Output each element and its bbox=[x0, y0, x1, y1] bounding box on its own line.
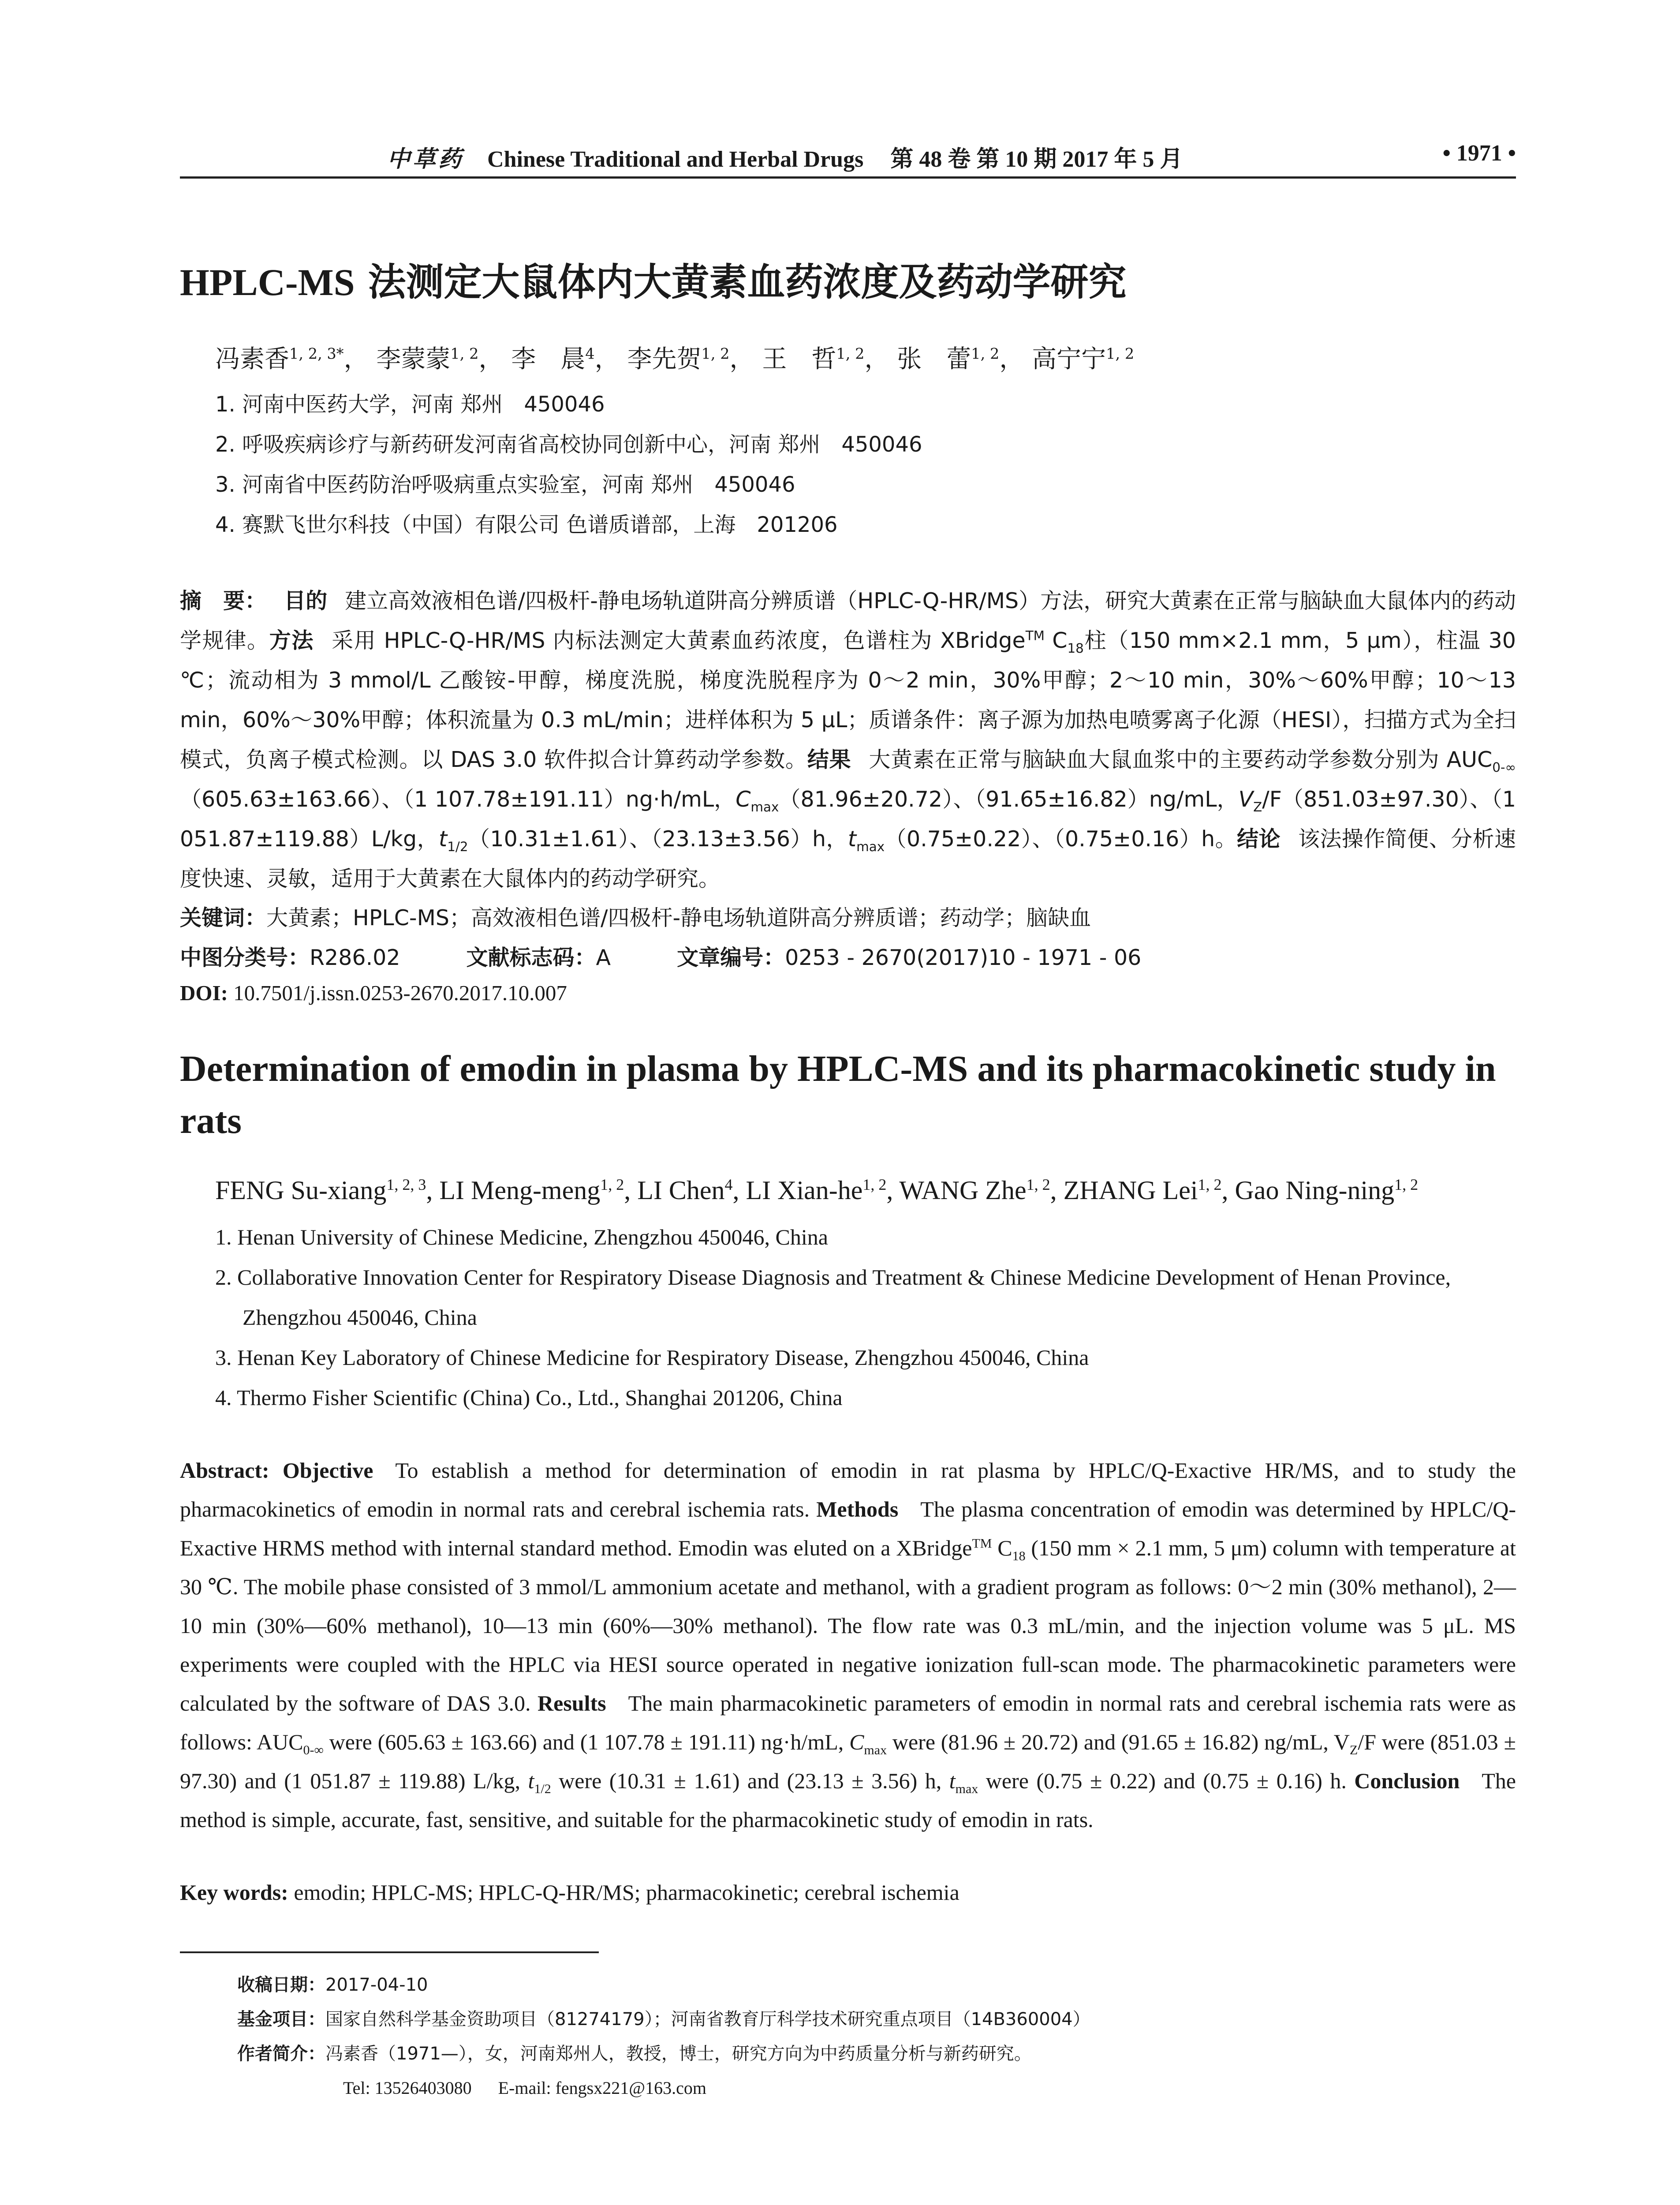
methods-label-cn: 方法 bbox=[269, 628, 314, 653]
author-en: LI Meng-meng bbox=[439, 1176, 601, 1205]
author-en: Gao Ning-ning bbox=[1235, 1176, 1395, 1205]
author-en: FENG Su-xiang bbox=[215, 1176, 387, 1205]
article-no-value: 0253 - 2670(2017)10 - 1971 - 06 bbox=[785, 945, 1142, 970]
tmax-sub: max bbox=[955, 1782, 978, 1796]
author-en: LI Xian-he bbox=[746, 1176, 863, 1205]
results-cn-a: 大黄素在正常与脑缺血大鼠血浆中的主要药动学参数分别为 AUC bbox=[869, 747, 1493, 772]
t-half-sub: 1/2 bbox=[447, 839, 468, 854]
results-cn-c: （81.96±20.72）、（91.65±16.82）ng/mL， bbox=[779, 787, 1239, 812]
contact-info bbox=[237, 2071, 1090, 2105]
methods-label-en: Methods bbox=[816, 1497, 899, 1521]
keywords-text-cn: 大黄素；HPLC-MS；高效液相色谱/四极杆-静电场轨道阱高分辨质谱；药动学；脑缺血 bbox=[266, 905, 1091, 931]
article-no-label: 文章编号： bbox=[677, 945, 785, 970]
header-rule bbox=[180, 176, 1516, 179]
affiliation-en: 3. Henan Key Laboratory of Chinese Medicine for Respiratory Disease, Zhengzhou 450046, China bbox=[215, 1345, 1089, 1370]
author-affil-sup: 1, 2 bbox=[862, 1176, 887, 1193]
journal-issue: 第 48 卷 第 10 期 2017 年 5 月 bbox=[890, 147, 1183, 172]
trademark-sup: TM bbox=[1025, 628, 1045, 643]
author-cn: 李蒙蒙 bbox=[376, 345, 451, 374]
methods-en-b: (150 mm × 2.1 mm, 5 μm) column with temperature at 30 ℃. The mobile phase consisted of 3 mmol/L ammonium acetate and methanol, with a gradient program as follows: 0～2 min (30% methanol), 2—10 min (30%—60% methanol), 10—13 min (60%—30% methanol). The flow rate was 0.3 mL/min, and the injection volume was 5 μL. MS experiments were coupled with the HPLC via HESI source operated in negative ionization full-scan mode. The pharmacokinetic parameters were calculated by the software of DAS 3.0. bbox=[180, 1536, 1516, 1715]
t-half-sub: 1/2 bbox=[534, 1782, 551, 1796]
results-en-a: The main pharmacokinetic parameters of emodin in normal rats and cerebral ischemia rats were as follows: AUC bbox=[180, 1691, 1516, 1754]
cmax-symbol: C bbox=[735, 787, 751, 812]
results-en-e: were (10.31 ± 1.61) and (23.13 ± 3.56) h, bbox=[551, 1768, 949, 1793]
doi-label: DOI: bbox=[180, 981, 228, 1005]
author-cn: 李先贺 bbox=[627, 345, 702, 374]
tel-label: Tel: bbox=[343, 2078, 370, 2098]
journal-info bbox=[387, 140, 1183, 173]
objective-en: To establish a method for determination of emodin in rat plasma by HPLC/Q-Exactive HR/MS, and to study the pharmacokinetics of emodin in normal rats and cerebral ischemia rats. bbox=[180, 1458, 1516, 1521]
conclusion-en: The method is simple, accurate, fast, sensitive, and suitable for the pharmacokinetic study of emodin in rats. bbox=[180, 1768, 1516, 1832]
author-en: LI Chen bbox=[637, 1176, 725, 1205]
methods-en-c: C bbox=[992, 1536, 1012, 1560]
affiliation-cn: 3. 河南省中医药防治呼吸病重点实验室，河南 郑州 450046 bbox=[215, 472, 795, 497]
affiliation-cn: 4. 赛默飞世尔科技（中国）有限公司 色谱质谱部，上海 201206 bbox=[215, 512, 838, 537]
fund-label: 基金项目： bbox=[237, 2009, 325, 2029]
author-bio bbox=[237, 2037, 1090, 2071]
results-en-b: were (605.63 ± 163.66) and (1 107.78 ± 191.11) ng·h/mL, bbox=[323, 1730, 850, 1754]
results-cn-e: （10.31±1.61）、（23.13±3.56）h， bbox=[468, 826, 848, 852]
clc-label: 中图分类号： bbox=[180, 945, 310, 970]
tmax-sub: max bbox=[856, 839, 885, 854]
author-affil-sup: 1, 2 bbox=[1198, 1176, 1222, 1193]
results-cn-f: （0.75±0.22）、（0.75±0.16）h。 bbox=[885, 826, 1237, 852]
conclusion-label-en: Conclusion bbox=[1354, 1768, 1460, 1793]
author-affil-sup: 1, 2 bbox=[1106, 345, 1135, 363]
results-label-cn: 结果 bbox=[807, 747, 851, 772]
t-half-symbol: t bbox=[439, 826, 448, 852]
footnotes bbox=[237, 1968, 1090, 2105]
cmax-symbol: C bbox=[849, 1730, 864, 1754]
author-affil-sup: 1, 2 bbox=[701, 345, 730, 363]
methods-en-a: The plasma concentration of emodin was determined by HPLC/Q-Exactive HRMS method with internal standard method. Emodin was eluted on a XBridge bbox=[180, 1497, 1516, 1560]
journal-name-en: Chinese Traditional and Herbal Drugs bbox=[487, 147, 864, 172]
author-cn: 王 哲 bbox=[762, 345, 836, 374]
c18-sub: 18 bbox=[1012, 1549, 1026, 1563]
cmax-sub: max bbox=[864, 1743, 887, 1757]
tel-value: 13526403080 bbox=[374, 2078, 472, 2098]
keywords-label-cn: 关键词： bbox=[180, 905, 267, 931]
email-value[interactable]: fengsx221@163.com bbox=[555, 2078, 706, 2098]
c18-sub: 18 bbox=[1067, 640, 1084, 656]
results-cn-b: （605.63±163.66）、（1 107.78±191.11）ng·h/mL， bbox=[180, 787, 736, 812]
tmax-symbol: t bbox=[847, 826, 857, 852]
authors-cn: 冯素香$^{1, 2, 3*}$， 李蒙蒙$^{1, 2}$， 李 晨$^4$， 李先贺$^{1, 2}$， 王 哲$^{1, 2}$， 张 蕾$^{1, 2}$， 高宁宁$^{1, 2}$ bbox=[215, 345, 1135, 374]
results-en-f: were (0.75 ± 0.22) and (0.75 ± 0.16) h. bbox=[978, 1768, 1347, 1793]
author-affil-sup: 1, 2 bbox=[600, 1176, 624, 1193]
author-affil-sup: 4 bbox=[585, 345, 595, 363]
keywords-en bbox=[180, 1880, 959, 1905]
title-cn-prefix: HPLC-MS bbox=[180, 261, 355, 303]
results-en-d: /F were (851.03 ± 97.30) and (1 051.87 ± 119.88) L/kg, bbox=[180, 1730, 1516, 1793]
tmax-symbol: t bbox=[949, 1768, 956, 1793]
keywords-text-en: emodin; HPLC-MS; HPLC-Q-HR/MS; pharmacokinetic; cerebral ischemia bbox=[294, 1880, 959, 1905]
methods-cn-b: 柱（150 mm×2.1 mm，5 μm），柱温 30 ℃；流动相为 3 mmol/L 乙酸铵-甲醇，梯度洗脱，梯度洗脱程序为 0～2 min，30%甲醇；2～10 min，30%～60%甲醇；10～13 min，60%～30%甲醇；体积流量为 0.3 mL/min；进样体积为 5 μL；质谱条件：离子源为加热电喷雾离子化源（HESI），扫描方式为全扫模式，负离子模式检测。以 DAS 3.0 软件拟合计算药动学参数。 bbox=[180, 628, 1516, 772]
title-cn bbox=[180, 251, 1516, 306]
doi-line bbox=[180, 980, 567, 1005]
abstract-label-cn: 摘 要： bbox=[180, 588, 267, 613]
conclusion-cn: 该法操作简便、分析速度快速、灵敏，适用于大黄素在大鼠体内的药动学研究。 bbox=[180, 826, 1516, 891]
trademark-sup: TM bbox=[972, 1536, 992, 1551]
author-bio-value: 冯素香（1971—），女，河南郑州人，教授，博士，研究方向为中药质量分析与新药研究。 bbox=[325, 2044, 1032, 2064]
author-cn: 冯素香 bbox=[215, 345, 289, 374]
author-affil-sup: 1, 2 bbox=[1394, 1176, 1419, 1193]
author-affil-sup: 1, 2 bbox=[1026, 1176, 1050, 1193]
conclusion-label-cn: 结论 bbox=[1237, 826, 1281, 852]
author-affil-sup: 1, 2, 3* bbox=[289, 345, 344, 363]
clc-value: R286.02 bbox=[310, 945, 400, 970]
author-cn: 李 晨 bbox=[511, 345, 586, 374]
received-value: 2017-04-10 bbox=[325, 1975, 428, 1995]
doi-value[interactable]: 10.7501/j.issn.0253-2670.2017.10.007 bbox=[233, 981, 567, 1005]
author-en: WANG Zhe bbox=[899, 1176, 1027, 1205]
email-label: E-mail: bbox=[498, 2078, 551, 2098]
auc-sub: 0-∞ bbox=[303, 1743, 324, 1757]
author-cn: 高宁宁 bbox=[1032, 345, 1106, 374]
title-cn-rest: 法测定大鼠体内大黄素血药浓度及药动学研究 bbox=[355, 260, 1127, 304]
title-en: Determination of emodin in plasma by HPLC-MS and its pharmacokinetic study in rats bbox=[180, 1048, 1496, 1141]
authors-en: FENG Su-xiang$^{1, 2, 3}$, LI Meng-meng$^{1, 2}$, LI Chen$^4$, LI Xian-he$^{1, 2}$, WANG Zhe$^{1, 2}$, ZHANG Lei$^{1, 2}$, Gao Ning-ning$^{1, 2}$ bbox=[215, 1176, 1419, 1205]
keywords-cn bbox=[180, 901, 1091, 932]
author-affil-sup: 1, 2 bbox=[836, 345, 865, 363]
author-cn: 张 蕾 bbox=[897, 345, 971, 374]
abstract-cn bbox=[180, 581, 1516, 899]
journal-logo-cn: 中草药 bbox=[387, 147, 464, 172]
author-affil-sup: 1, 2 bbox=[450, 345, 479, 363]
author-affil-sup: 4 bbox=[724, 1176, 733, 1193]
objective-cn: 建立高效液相色谱/四极杆-静电场轨道阱高分辨质谱（HPLC-Q-HR/MS）方法，研究大黄素在正常与脑缺血大鼠体内的药动学规律。 bbox=[180, 588, 1516, 653]
received-label: 收稿日期： bbox=[237, 1975, 325, 1995]
author-affil-sup: 1, 2 bbox=[971, 345, 1000, 363]
affiliations-en bbox=[215, 1217, 1516, 1418]
methods-cn-a: 采用 HPLC-Q-HR/MS 内标法测定大黄素血药浓度，色谱柱为 XBridge bbox=[332, 628, 1026, 653]
author-affil-sup: 1, 2, 3 bbox=[386, 1176, 426, 1193]
cmax-sub: max bbox=[750, 799, 779, 815]
results-en-c: were (81.96 ± 20.72) and (91.65 ± 16.82) ng/mL, V bbox=[887, 1730, 1350, 1754]
author-bio-label: 作者简介： bbox=[237, 2044, 325, 2064]
objective-label-cn: 目的 bbox=[284, 588, 328, 613]
t-half-symbol: t bbox=[528, 1768, 534, 1793]
affiliation-en: 2. Collaborative Innovation Center for Respiratory Disease Diagnosis and Treatment & Chinese Medicine Development of Henan Province, Zhengzhou 450046, China bbox=[215, 1265, 1451, 1330]
abstract-en bbox=[180, 1451, 1516, 1839]
doc-code-value: A bbox=[596, 945, 611, 970]
affiliation-cn: 1. 河南中医药大学，河南 郑州 450046 bbox=[215, 392, 605, 417]
affiliation-en: 1. Henan University of Chinese Medicine, Zhengzhou 450046, China bbox=[215, 1225, 828, 1249]
fund-value: 国家自然科学基金资助项目（81274179）；河南省教育厅科学技术研究重点项目（14B360004） bbox=[325, 2009, 1090, 2029]
page-number: • 1971 • bbox=[1442, 141, 1516, 166]
affiliation-cn: 2. 呼吸疾病诊疗与新药研发河南省高校协同创新中心，河南 郑州 450046 bbox=[215, 432, 922, 457]
auc-sub: 0-∞ bbox=[1492, 759, 1516, 775]
vz-sub: Z bbox=[1349, 1743, 1358, 1757]
fund-info bbox=[237, 2002, 1090, 2037]
vz-symbol: V bbox=[1238, 787, 1254, 812]
methods-cn-c: C bbox=[1045, 628, 1068, 653]
keywords-label-en: Key words: bbox=[180, 1880, 288, 1905]
doc-code-label: 文献标志码： bbox=[466, 945, 596, 970]
footnote-rule bbox=[180, 1951, 599, 1953]
running-header bbox=[180, 140, 1516, 171]
classification-line bbox=[180, 941, 1141, 972]
received-date bbox=[237, 1968, 1090, 2002]
affiliations-cn bbox=[215, 387, 922, 548]
results-cn-d: /F（851.03±97.30）、（1 051.87±119.88）L/kg， bbox=[180, 787, 1516, 852]
results-label-en: Results bbox=[538, 1691, 606, 1715]
author-en: ZHANG Lei bbox=[1063, 1176, 1198, 1205]
vz-sub: Z bbox=[1253, 799, 1262, 815]
abstract-label-en: Abstract: Objective bbox=[180, 1458, 373, 1483]
affiliation-en: 4. Thermo Fisher Scientific (China) Co., Ltd., Shanghai 201206, China bbox=[215, 1385, 843, 1410]
